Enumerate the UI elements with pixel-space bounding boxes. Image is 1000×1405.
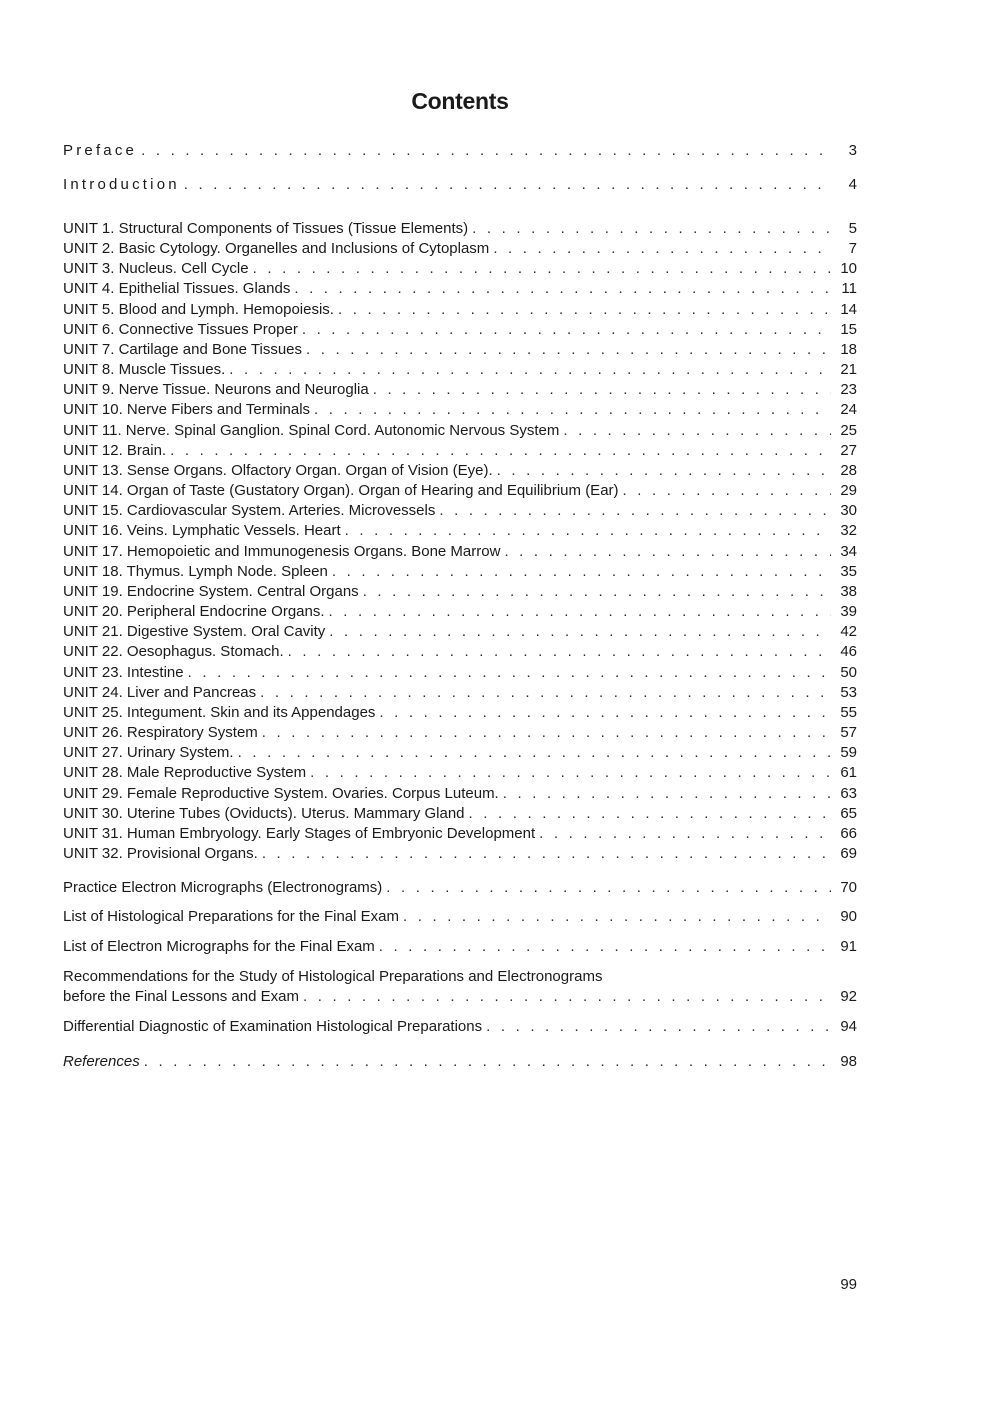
dot-leader — [504, 542, 831, 562]
toc-label: UNIT 1. Structural Components of Tissues (Tissue Elements) — [63, 220, 469, 237]
toc-entry-references[interactable] — [63, 1052, 857, 1072]
toc-entry-unit[interactable] — [63, 723, 857, 743]
dot-leader — [345, 521, 831, 541]
toc-label: UNIT 32. Provisional Organs. — [63, 845, 258, 862]
toc-entry-unit[interactable] — [63, 784, 857, 804]
toc-entry-preface[interactable] — [63, 141, 857, 161]
toc-entry-unit[interactable] — [63, 219, 857, 239]
toc-entry-unit[interactable] — [63, 763, 857, 783]
toc-page: 21 — [840, 361, 857, 378]
toc-page: 94 — [840, 1018, 857, 1035]
toc-label: UNIT 5. Blood and Lymph. Hemopoiesis. — [63, 301, 334, 318]
dot-leader — [497, 461, 831, 481]
toc-label: Differential Diagnostic of Examination Histological Preparations — [63, 1018, 483, 1035]
toc-label: Introduction — [63, 176, 180, 193]
dot-leader — [262, 844, 831, 864]
toc-label: Preface — [63, 142, 138, 159]
dot-leader — [623, 481, 831, 501]
dot-leader — [184, 175, 831, 195]
toc-label: UNIT 27. Urinary System. — [63, 744, 234, 761]
toc-entry-unit[interactable] — [63, 441, 857, 461]
toc-label: References — [63, 1053, 140, 1070]
toc-label: UNIT 14. Organ of Taste (Gustatory Organ). Organ of Hearing and Equilibrium (Ear) — [63, 482, 619, 499]
dot-leader — [338, 300, 831, 320]
toc-label: UNIT 12. Brain. — [63, 442, 167, 459]
dot-leader — [329, 622, 831, 642]
toc-page: 57 — [840, 724, 857, 741]
dot-leader — [493, 239, 831, 259]
dot-leader — [373, 380, 831, 400]
toc-entry-unit[interactable] — [63, 582, 857, 602]
toc-page: 25 — [840, 422, 857, 439]
toc-entry-unit[interactable] — [63, 542, 857, 562]
toc-label: UNIT 20. Peripheral Endocrine Organs. — [63, 603, 325, 620]
dot-leader — [262, 723, 831, 743]
dot-leader — [238, 743, 831, 763]
toc-entry-histological-preparations-list[interactable] — [63, 907, 857, 927]
toc-entry-unit[interactable] — [63, 622, 857, 642]
toc-page: 50 — [840, 664, 857, 681]
dot-leader — [302, 320, 831, 340]
toc-page: 29 — [840, 482, 857, 499]
toc-entry-unit[interactable] — [63, 824, 857, 844]
toc-label: UNIT 3. Nucleus. Cell Cycle — [63, 260, 249, 277]
toc-entry-unit[interactable] — [63, 844, 857, 864]
dot-leader — [229, 360, 831, 380]
toc-label: List of Electron Micrographs for the Final Exam — [63, 938, 375, 955]
toc-label: UNIT 16. Veins. Lymphatic Vessels. Heart — [63, 522, 341, 539]
toc-label: UNIT 28. Male Reproductive System — [63, 764, 307, 781]
toc-label: UNIT 17. Hemopoietic and Immunogenesis Organs. Bone Marrow — [63, 543, 501, 560]
toc-entry-electron-micrographs-list[interactable] — [63, 937, 857, 957]
toc-label: UNIT 2. Basic Cytology. Organelles and Inclusions of Cytoplasm — [63, 240, 490, 257]
toc-entry-unit[interactable] — [63, 703, 857, 723]
toc-label: UNIT 8. Muscle Tissues. — [63, 361, 226, 378]
toc-page: 18 — [840, 341, 857, 358]
toc-entry-unit[interactable] — [63, 421, 857, 441]
toc-entry-unit[interactable] — [63, 602, 857, 622]
dot-leader — [310, 763, 831, 783]
toc-page: 98 — [840, 1053, 857, 1070]
dot-leader — [403, 907, 831, 927]
toc-entry-unit[interactable] — [63, 804, 857, 824]
toc-page: 91 — [840, 938, 857, 955]
toc-entry-unit[interactable] — [63, 521, 857, 541]
toc-entry-unit[interactable] — [63, 360, 857, 380]
toc-entry-unit[interactable] — [63, 461, 857, 481]
toc-entry-introduction[interactable] — [63, 175, 857, 195]
dot-leader — [253, 259, 831, 279]
toc-entry-unit[interactable] — [63, 642, 857, 662]
toc-entry-unit[interactable] — [63, 683, 857, 703]
toc-entry-unit[interactable] — [63, 501, 857, 521]
dot-leader — [314, 400, 831, 420]
dot-leader — [363, 582, 831, 602]
toc-page: 92 — [840, 988, 857, 1005]
dot-leader — [563, 421, 831, 441]
toc-page: 70 — [840, 879, 857, 896]
toc-page: 63 — [840, 785, 857, 802]
dot-leader — [439, 501, 831, 521]
toc-label: UNIT 19. Endocrine System. Central Organs — [63, 583, 359, 600]
toc-label: UNIT 18. Thymus. Lymph Node. Spleen — [63, 563, 328, 580]
dot-leader — [332, 562, 831, 582]
toc-page: 15 — [840, 321, 857, 338]
dot-leader — [386, 878, 831, 898]
dot-leader — [303, 987, 831, 1007]
toc-page: 23 — [840, 381, 857, 398]
toc-label: UNIT 13. Sense Organs. Olfactory Organ. Organ of Vision (Eye). — [63, 462, 493, 479]
toc-entry-unit[interactable] — [63, 320, 857, 340]
toc-page: 10 — [840, 260, 857, 277]
dot-leader — [306, 340, 831, 360]
toc-page: 5 — [848, 220, 857, 237]
toc-page: 59 — [840, 744, 857, 761]
toc-label: UNIT 4. Epithelial Tissues. Glands — [63, 280, 291, 297]
toc-page: 3 — [848, 142, 857, 159]
toc-entry-recommendations[interactable] — [63, 987, 857, 1007]
page-number: 99 — [840, 1276, 857, 1293]
toc-page: 66 — [840, 825, 857, 842]
toc-label: UNIT 26. Respiratory System — [63, 724, 258, 741]
toc-label: UNIT 24. Liver and Pancreas — [63, 684, 257, 701]
toc-label: UNIT 25. Integument. Skin and its Appendages — [63, 704, 376, 721]
toc-entry-unit[interactable] — [63, 340, 857, 360]
toc-page: 24 — [840, 401, 857, 418]
toc-page: 27 — [840, 442, 857, 459]
toc-label: before the Final Lessons and Exam — [63, 988, 299, 1005]
toc-page: 55 — [840, 704, 857, 721]
toc-entry-unit[interactable] — [63, 259, 857, 279]
toc-page: 39 — [840, 603, 857, 620]
dot-leader — [170, 441, 831, 461]
toc-label: UNIT 21. Digestive System. Oral Cavity — [63, 623, 326, 640]
dot-leader — [294, 279, 831, 299]
toc-label: UNIT 29. Female Reproductive System. Ovaries. Corpus Luteum. — [63, 785, 499, 802]
toc-entry-unit[interactable] — [63, 743, 857, 763]
toc-label: UNIT 15. Cardiovascular System. Arteries. Microvessels — [63, 502, 436, 519]
toc-entry-unit[interactable] — [63, 300, 857, 320]
toc-label: UNIT 31. Human Embryology. Early Stages of Embryonic Development — [63, 825, 536, 842]
toc-page: 7 — [848, 240, 857, 257]
toc-entry-unit[interactable] — [63, 481, 857, 501]
toc-entry-unit[interactable] — [63, 400, 857, 420]
toc-label: UNIT 9. Nerve Tissue. Neurons and Neuroglia — [63, 381, 369, 398]
page-title: Contents — [411, 88, 509, 114]
toc-label: Practice Electron Micrographs (Electronograms) — [63, 879, 383, 896]
toc-entry-unit[interactable] — [63, 380, 857, 400]
dot-leader — [539, 824, 831, 844]
toc-page: 38 — [840, 583, 857, 600]
toc-page: 46 — [840, 643, 857, 660]
toc-label: UNIT 23. Intestine — [63, 664, 184, 681]
dot-leader — [141, 141, 831, 161]
dot-leader — [144, 1052, 831, 1072]
toc-page: 32 — [840, 522, 857, 539]
toc-label: UNIT 6. Connective Tissues Proper — [63, 321, 298, 338]
toc-entry-unit[interactable] — [63, 562, 857, 582]
toc-page: 30 — [840, 502, 857, 519]
toc-entry-unit[interactable] — [63, 279, 857, 299]
toc-label: UNIT 11. Nerve. Spinal Ganglion. Spinal Cord. Autonomic Nervous System — [63, 422, 560, 439]
dot-leader — [486, 1017, 831, 1037]
toc-label: UNIT 22. Oesophagus. Stomach. — [63, 643, 284, 660]
dot-leader — [288, 642, 831, 662]
toc-page: 28 — [840, 462, 857, 479]
toc-page: 65 — [840, 805, 857, 822]
dot-leader — [472, 219, 831, 239]
toc-page: 4 — [848, 176, 857, 193]
dot-leader — [379, 703, 831, 723]
toc-entry-differential-diagnostic[interactable] — [63, 1017, 857, 1037]
toc-page: 61 — [840, 764, 857, 781]
toc-page: 90 — [840, 908, 857, 925]
toc-entry-unit[interactable] — [63, 663, 857, 683]
toc-label: UNIT 30. Uterine Tubes (Oviducts). Uterus. Mammary Gland — [63, 805, 465, 822]
toc-label: UNIT 7. Cartilage and Bone Tissues — [63, 341, 303, 358]
toc-page: 14 — [840, 301, 857, 318]
toc-label: List of Histological Preparations for the Final Exam — [63, 908, 399, 925]
dot-leader — [469, 804, 831, 824]
dot-leader — [188, 663, 831, 683]
toc-page: 34 — [840, 543, 857, 560]
dot-leader — [260, 683, 831, 703]
toc-label: UNIT 10. Nerve Fibers and Terminals — [63, 401, 311, 418]
toc-entry-practice-electron-micrographs[interactable] — [63, 878, 857, 898]
toc-page: 53 — [840, 684, 857, 701]
dot-leader — [503, 784, 831, 804]
dot-leader — [329, 602, 831, 622]
toc-label-recommendations-line1[interactable]: Recommendations for the Study of Histological Preparations and Electronograms — [63, 968, 603, 985]
toc-page: 42 — [840, 623, 857, 640]
toc-entry-unit[interactable] — [63, 239, 857, 259]
dot-leader — [379, 937, 831, 957]
toc-page: 11 — [841, 280, 857, 297]
toc-page: 35 — [840, 563, 857, 580]
toc-page: 69 — [840, 845, 857, 862]
